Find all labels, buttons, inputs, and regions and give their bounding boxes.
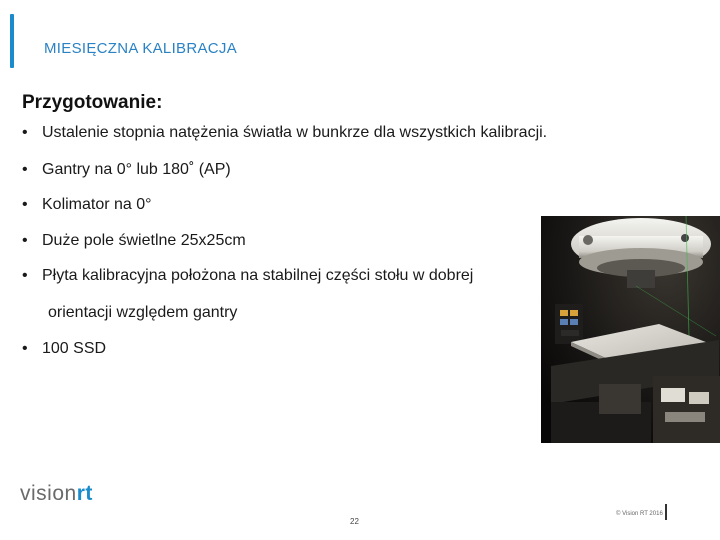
bullet-symbol: • (22, 196, 28, 213)
bullet-symbol: • (22, 340, 28, 357)
bullet-item (22, 124, 547, 142)
visionrt-logo: visionrt (20, 482, 93, 505)
bullet-symbol: • (22, 232, 28, 249)
copyright-text: © Vision RT 2016 (616, 511, 663, 517)
bullet-item (22, 340, 106, 358)
bullet-symbol: • (22, 267, 28, 284)
bullet-item (22, 196, 152, 214)
bullet-text: Gantry na 0° lub 180˚ (AP) (42, 161, 231, 178)
bullet-text: Duże pole świetlne 25x25cm (42, 232, 246, 249)
bullet-symbol: • (22, 161, 28, 178)
footer-divider (665, 504, 667, 520)
bullet-item (22, 267, 473, 285)
linac-calibration-photo (541, 216, 720, 443)
bullet-text: Ustalenie stopnia natężenia światła w bunkrze dla wszystkich kalibracji. (42, 124, 548, 141)
bullet-text: 100 SSD (42, 340, 107, 357)
bullet-symbol: • (22, 124, 28, 141)
title-accent-bar (10, 14, 14, 68)
bullet-continuation: orientacji względem gantry (48, 304, 238, 321)
page-number: 22 (350, 517, 359, 526)
slide-title: MIESIĘCZNA KALIBRACJA (44, 40, 238, 57)
linac-illustration (541, 216, 720, 443)
bullet-text: Płyta kalibracyjna położona na stabilnej części stołu w dobrej (42, 267, 474, 284)
section-heading: Przygotowanie: (22, 92, 163, 113)
bullet-item (22, 161, 231, 179)
bullet-item (22, 232, 246, 250)
bullet-text: Kolimator na 0° (42, 196, 152, 213)
